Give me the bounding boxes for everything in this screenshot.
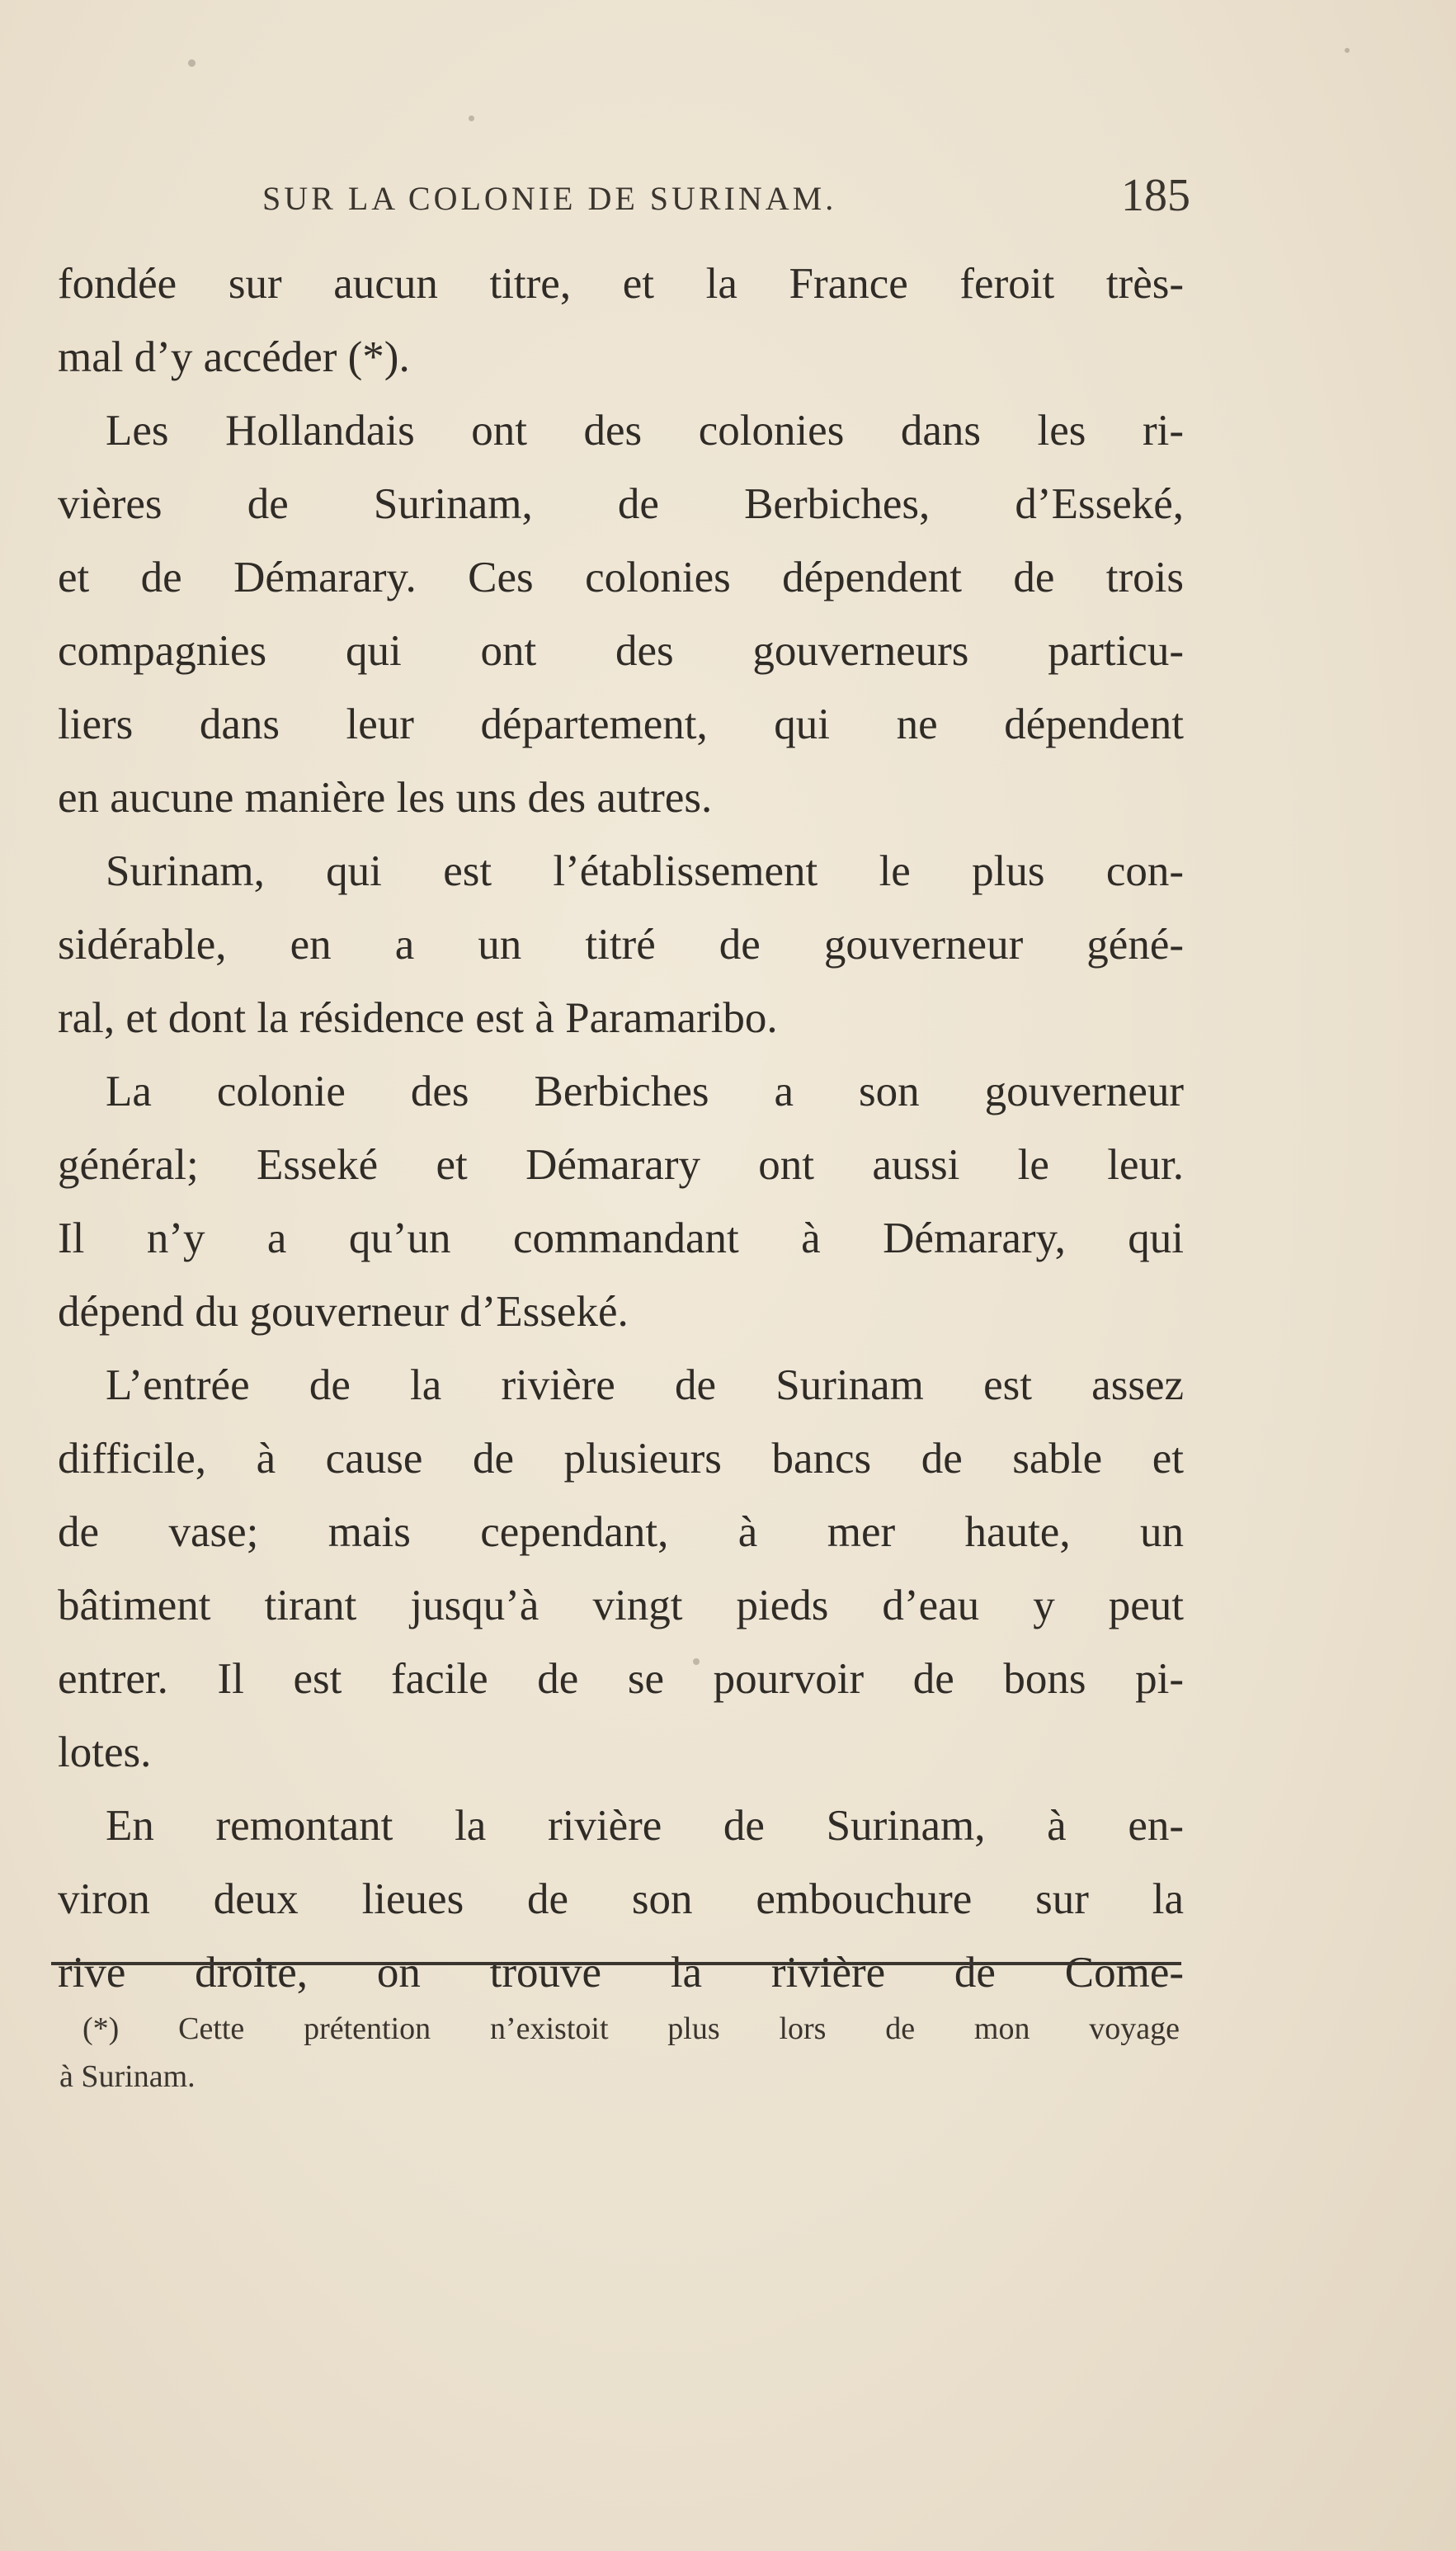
text-line: mal d’y accéder (*).	[58, 333, 410, 381]
text-line: Il n’y a qu’un commandant à Démarary, qui	[58, 1214, 1184, 1262]
paragraph-start-line: En remontant la rivière de Surinam, à en-	[106, 1802, 1184, 1850]
paper-speck	[469, 116, 474, 121]
paper-speck	[693, 1658, 700, 1665]
paragraph-start-line: La colonie des Berbiches a son gouverneur	[106, 1068, 1184, 1115]
paragraph-start-line: L’entrée de la rivière de Surinam est assez	[106, 1361, 1184, 1409]
footnote-divider	[51, 1962, 1181, 1965]
text-line: viron deux lieues de son embouchure sur la	[58, 1875, 1184, 1923]
text-line: général; Esseké et Démarary ont aussi le leur.	[58, 1141, 1184, 1189]
footnote	[59, 2005, 1180, 2101]
footnote-line: (*) Cette prétention n’existoit plus lors de mon voyage	[82, 2011, 1180, 2046]
text-line: bâtiment tirant jusqu’à vingt pieds d’eau y peut	[58, 1582, 1184, 1629]
text-line: dépend du gouverneur d’Esseké.	[58, 1288, 629, 1336]
paragraph-start-line: Surinam, qui est l’établissement le plus con-	[106, 847, 1184, 895]
text-line: ral, et dont la résidence est à Paramaribo.	[58, 994, 778, 1042]
text-line: fondée sur aucun titre, et la France feroit très-	[58, 260, 1184, 308]
text-line: en aucune manière les uns des autres.	[58, 774, 713, 822]
text-line: rive droite, on trouve la rivière de Come-	[58, 1949, 1184, 1997]
text-line: entrer. Il est facile de se pourvoir de bons pi-	[58, 1655, 1184, 1703]
text-line: liers dans leur département, qui ne dépendent	[58, 700, 1184, 748]
text-line: difficile, à cause de plusieurs bancs de sable et	[58, 1435, 1184, 1483]
page-number: 185	[1121, 170, 1190, 221]
page-header	[262, 169, 1190, 227]
footnote-line: à Surinam.	[59, 2059, 196, 2094]
running-head: SUR LA COLONIE DE SURINAM.	[262, 180, 837, 217]
body-text	[58, 248, 1184, 2010]
text-line: vières de Surinam, de Berbiches, d’Esseké,	[58, 480, 1184, 528]
paragraph-start-line: Les Hollandais ont des colonies dans les ri-	[106, 407, 1184, 455]
text-line: lotes.	[58, 1728, 152, 1776]
text-line: compagnies qui ont des gouverneurs particu-	[58, 627, 1184, 675]
paper-speck	[188, 59, 196, 67]
text-line: et de Démarary. Ces colonies dépendent de trois	[58, 554, 1184, 601]
text-line: de vase; mais cependant, à mer haute, un	[58, 1508, 1184, 1556]
text-line: sidérable, en a un titré de gouverneur géné-	[58, 921, 1184, 969]
paper-speck	[1345, 48, 1350, 53]
